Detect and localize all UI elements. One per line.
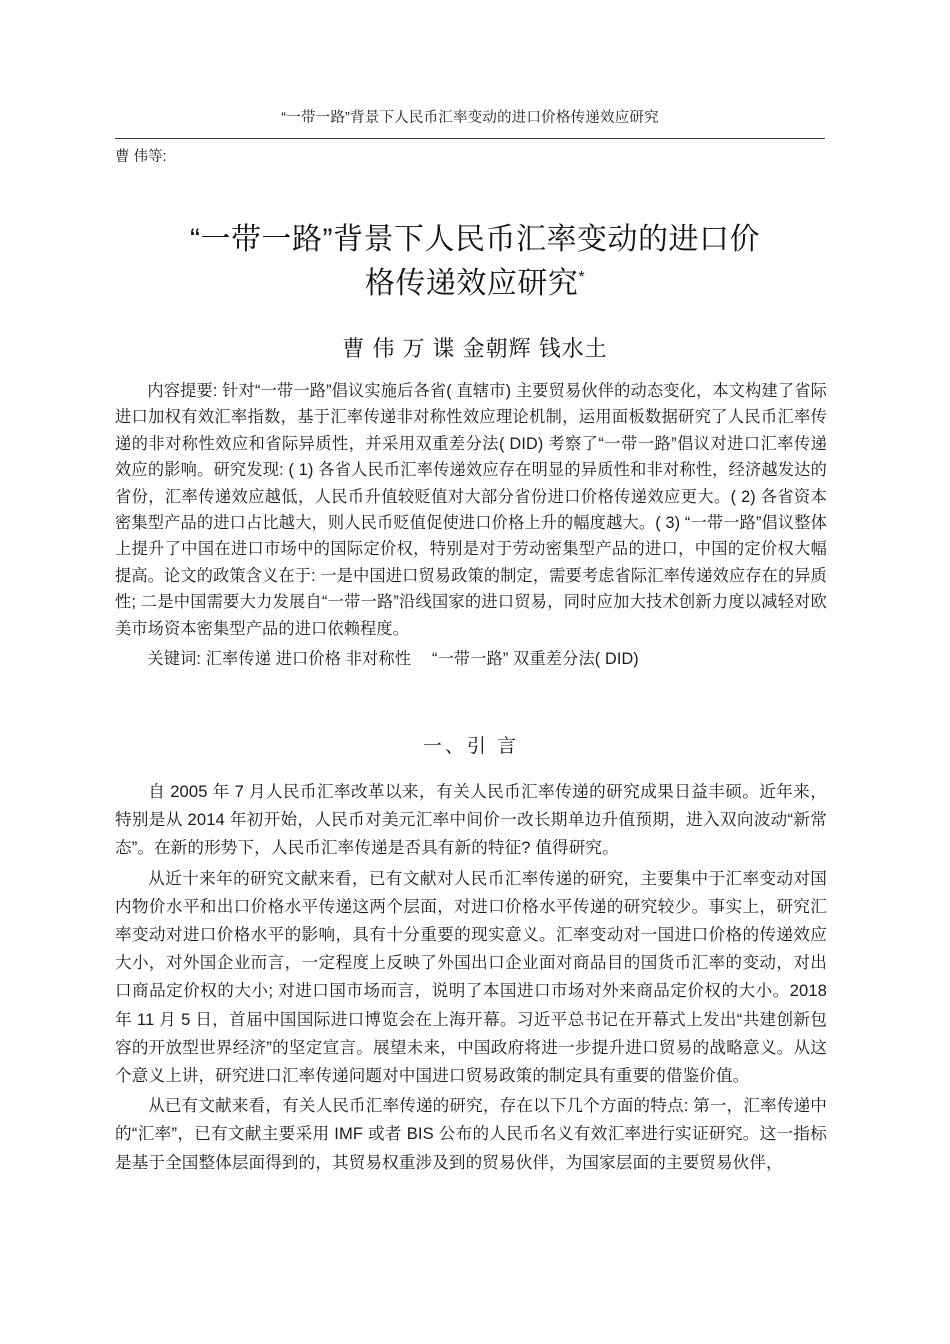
- title-block: [175, 218, 775, 366]
- header-divider-rule: [115, 138, 825, 139]
- page-title: [175, 218, 775, 306]
- abstract-text: 内容提要: 针对“一带一路”倡议实施后各省( 直辖市) 主要贸易伙伴的动态变化，本文构建了省际进口加权有效汇率指数，基于汇率传递非对称性效应理论机制，运用面板数据研究了人民币汇率传递的非对称性效应和省际异质性，并采用双重差分法( DID) 考察了“一带一路”倡议对进口汇率传递效应的影响。研究发现: ( 1) 各省人民币汇率传递效应存在明显的异质性和非对称性，经济越发达的省份，汇率传递效应越低，人民币升值较贬值对大部分省份进口价格传递效应更大。( 2) 各省资本密集型产品的进口占比越大，则人民币贬值促使进口价格上升的幅度越大。( 3) “一带一路”倡议整体上提升了中国在进口市场中的国际定价权，特别是对于劳动密集型产品的进口，中国的定价权大幅提高。论文的政策含义在于: 一是中国进口贸易政策的制定，需要考虑省际汇率传递效应存在的异质性; 二是中国需要大力发展自“一带一路”沿线国家的进口贸易，同时应加大技术创新力度以减轻对欧美市场资本密集型产品的进口依赖程度。: [115, 382, 827, 638]
- abstract-block: [115, 378, 827, 672]
- page-title-text: “一带一路”背景下人民币汇率变动的进口价格传递效应研究: [190, 223, 760, 300]
- title-footnote-marker: *: [578, 269, 586, 286]
- running-header-title: “一带一路”背景下人民币汇率变动的进口价格传递效应研究: [281, 110, 659, 126]
- body-paragraph: 从已有文献来看，有关人民币汇率传递的研究，存在以下几个方面的特点: 第一，汇率传递中的“汇率”，已有文献主要采用 IMF 或者 BIS 公布的人民币名义有效汇率进行实证研究。这一指标是基于全国整体层面得到的，其贸易权重涉及到的贸易伙伴，为国家层面的主要贸易伙伴，: [115, 1096, 827, 1172]
- keywords-text: 关键词: 汇率传递 进口价格 非对称性 “一带一路” 双重差分法( DID): [147, 650, 639, 669]
- header-byline: 曹 伟等:: [115, 149, 167, 165]
- body-paragraph: 自 2005 年 7 月人民币汇率改革以来，有关人民币汇率传递的研究成果日益丰硕。近年来，特别是从 2014 年初开始，人民币对美元汇率中间价一改长期单边升值预期，进入双向波动“新常态”。在新的形势下，人民币汇率传递是否具有新的特征? 值得研究。: [115, 782, 827, 858]
- body-block: [115, 778, 827, 1179]
- body-paragraph: 从近十来年的研究文献来看，已有文献对人民币汇率传递的研究，主要集中于汇率变动对国内物价水平和出口价格水平传递这两个层面，对进口价格水平传递的研究较少。事实上，研究汇率变动对进口价格水平的影响，具有十分重要的现实意义。汇率变动对一国进口价格的传递效应大小，对外国企业而言，一定程度上反映了外国出口企业面对商品目的国货币汇率的变动，对出口商品定价权的大小; 对进口国市场而言，说明了本国进口市场对外来商品定价权的大小。2018 年 11 月 5 日，首届中国国际进口博览会在上海开幕。习近平总书记在开幕式上发出“共建创新包容的开放型世界经济”的坚定宣言。展望未来，中国政府将进一步提升进口贸易的战略意义。从这个意义上讲，研究进口汇率传递问题对中国进口贸易政策的制定具有重要的借鉴价值。: [115, 868, 827, 1086]
- section-heading-introduction: 一、引 言: [422, 736, 520, 757]
- author-list: 曹 伟 万 谍 金朝辉 钱水土: [342, 336, 608, 361]
